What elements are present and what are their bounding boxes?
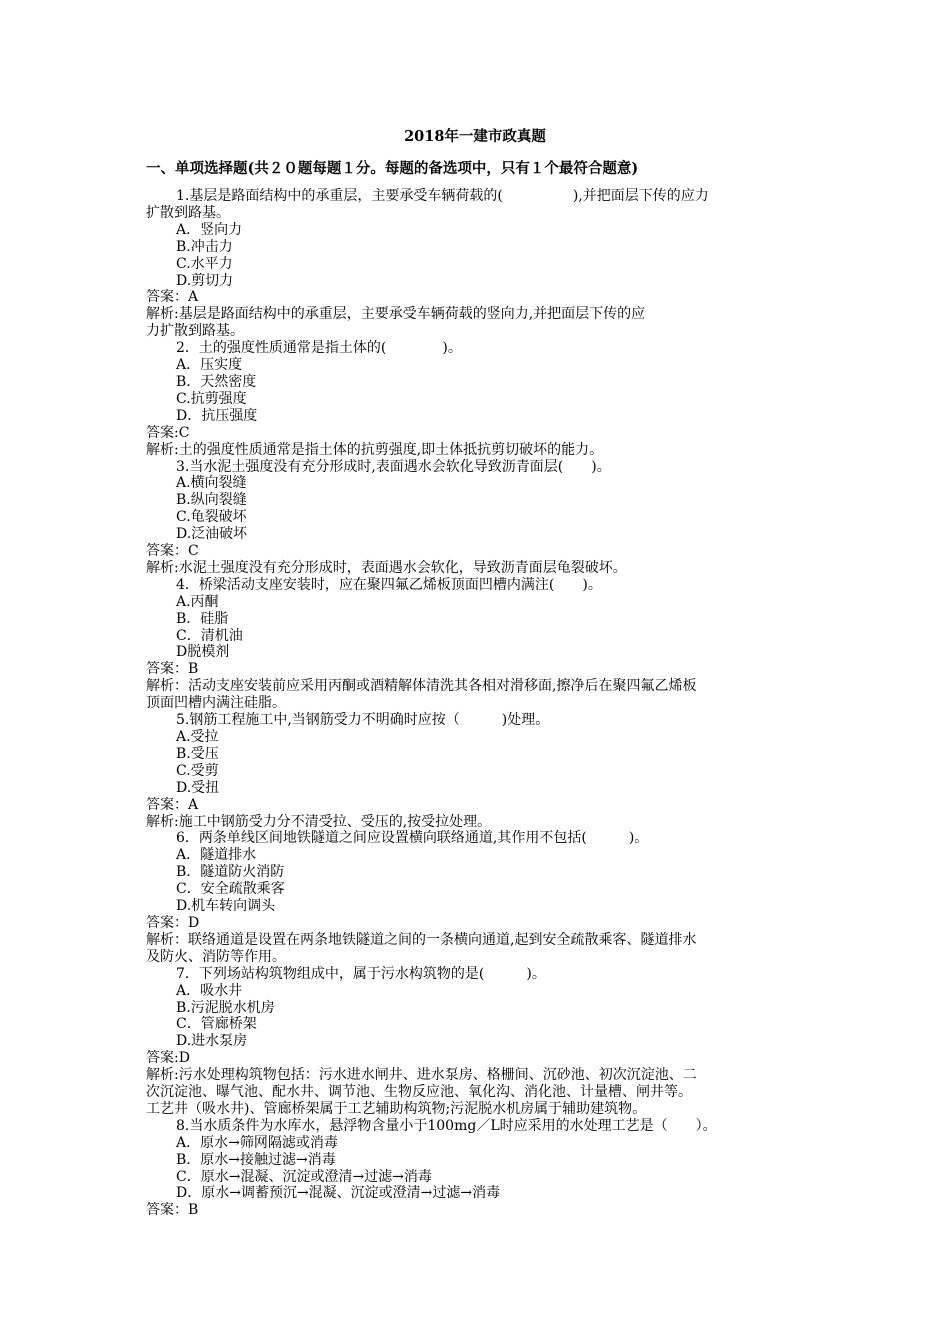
question-2-option-d: D．抗压强度: [176, 407, 258, 424]
question-1-option-b: B.冲击力: [176, 238, 233, 255]
question-1-explanation-line-1: 解析:基层是路面结构中的承重层，主要承受车辆荷载的竖向力,并把面层下传的应: [146, 306, 646, 323]
question-5-explanation: 解析:施工中钢筋受力分不清受拉、受压的,按受拉处理。: [146, 813, 492, 830]
question-3-stem: 3.当水泥土强度没有充分形成时,表面遇水会软化导致沥青面层( )。: [176, 458, 611, 475]
question-3-option-c: C.龟裂破坏: [176, 509, 247, 526]
question-3-answer: 答案：C: [146, 543, 199, 560]
question-6-option-c: C．安全疏散乘客: [176, 881, 285, 898]
question-5-answer: 答案：A: [146, 796, 199, 813]
question-4-explanation-line-2: 顶面凹槽内满注硅脂。: [146, 695, 286, 712]
question-7-option-d: D.进水泵房: [176, 1033, 248, 1050]
question-5-stem: 5.钢筋工程施工中,当钢筋受力不明确时应按（ )处理。: [176, 712, 550, 729]
question-8-option-c: C．原水→混凝、沉淀或澄清→过滤→消毒: [176, 1168, 432, 1185]
question-4-answer: 答案：B: [146, 661, 199, 678]
question-6-explanation-line-2: 及防火、消防等作用。: [146, 948, 286, 965]
question-list: [146, 188, 814, 1219]
question-6-option-b: B．隧道防火消防: [176, 864, 285, 881]
question-4-stem: 4．桥梁活动支座安装时，应在聚四氟乙烯板顶面凹槽内满注( )。: [176, 576, 602, 593]
question-4-option-c: C．清机油: [176, 627, 243, 644]
question-4-option-d: D脱模剂: [176, 644, 230, 661]
question-6-explanation-line-1: 解析：联络通道是设置在两条地铁隧道之间的一条横向通道,起到安全疏散乘客、隧道排水: [146, 931, 697, 948]
question-7-option-c: C．管廊桥架: [176, 1016, 257, 1033]
question-1-explanation-line-2: 力扩散到路基。: [146, 323, 244, 340]
question-2-option-b: B．天然密度: [176, 373, 257, 390]
question-7-option-a: A．吸水井: [176, 982, 243, 999]
question-3-option-a: A.横向裂缝: [176, 475, 247, 492]
question-6-option-a: A．隧道排水: [176, 847, 257, 864]
question-5-option-b: B.受压: [176, 745, 219, 762]
question-5-option-d: D.受扭: [176, 779, 220, 796]
question-3-option-b: B.纵向裂缝: [176, 492, 247, 509]
question-7-stem: 7．下列场站构筑物组成中，属于污水构筑物的是( )。: [176, 965, 546, 982]
question-6-answer: 答案：D: [146, 914, 200, 931]
question-8-answer: 答案：B: [146, 1202, 199, 1219]
question-5-option-c: C.受剪: [176, 762, 219, 779]
question-2-option-a: A．压实度: [176, 357, 243, 374]
question-2-explanation: 解析:土的强度性质通常是指土体的抗剪强度,即土体抵抗剪切破坏的能力。: [146, 441, 604, 458]
question-2-option-c: C.抗剪强度: [176, 390, 247, 407]
question-6-stem: 6．两条单线区间地铁隧道之间应设置横向联络通道,其作用不包括( )。: [176, 830, 649, 847]
question-1-answer: 答案：A: [146, 289, 199, 306]
question-4-option-b: B．硅脂: [176, 610, 229, 627]
question-1-option-c: C.水平力: [176, 255, 233, 272]
question-8-option-d: D．原水→调蓄预沉→混凝、沉淀或澄清→过滤→消毒: [176, 1185, 501, 1202]
document-title: 2018年一建市政真题: [404, 128, 546, 145]
question-7-option-b: B.污泥脱水机房: [176, 999, 275, 1016]
question-7-explanation-line-3: 工艺井（吸水井)、管廊桥架属于工艺辅助构筑物;污泥脱水机房属于辅助建筑物。: [146, 1100, 647, 1117]
question-1-stem: 1.基层是路面结构中的承重层，主要承受车辆荷载的( ),并把面层下传的应力 扩散到路基。: [146, 188, 709, 221]
question-2-answer: 答案:C: [146, 424, 190, 441]
question-3-option-d: D.泛油破坏: [176, 526, 248, 543]
question-8-option-a: A．原水→筛网隔滤或消毒: [176, 1134, 338, 1151]
question-1-option-d: D.剪切力: [176, 272, 234, 289]
question-1-option-a: A．竖向力: [176, 221, 243, 238]
question-7-explanation-line-1: 解析:污水处理构筑物包括：污水进水闸井、进水泵房、格栅间、沉砂池、初次沉淀池、二: [146, 1067, 697, 1084]
question-2-stem: 2．土的强度性质通常是指土体的( )。: [176, 340, 462, 357]
question-3-explanation: 解析:水泥土强度没有充分形成时，表面遇水会软化，导致沥青面层龟裂破坏。: [146, 559, 627, 576]
question-8-option-b: B．原水→接触过滤→消毒: [176, 1151, 336, 1168]
question-7-answer: 答案:D: [146, 1050, 190, 1067]
question-7-explanation-line-2: 次沉淀池、曝气池、配水井、调节池、生物反应池、氧化沟、消化池、计量槽、闸井等。: [146, 1084, 692, 1101]
question-4-option-a: A.丙酮: [176, 593, 219, 610]
question-6-option-d: D.机车转向调头: [176, 898, 276, 915]
question-4-explanation-line-1: 解析：活动支座安装前应采用丙酮或酒精解体清洗其各相对滑移面,擦净后在聚四氟乙烯板: [146, 678, 697, 695]
question-8-stem: 8.当水质条件为水库水，悬浮物含量小于100mg／L时应采用的水处理工艺是（ ）。: [176, 1117, 717, 1134]
question-5-option-a: A.受拉: [176, 729, 219, 745]
section-heading: 一、单项选择题(共２０题每题１分。每题的备选项中，只有１个最符合题意): [146, 160, 639, 177]
